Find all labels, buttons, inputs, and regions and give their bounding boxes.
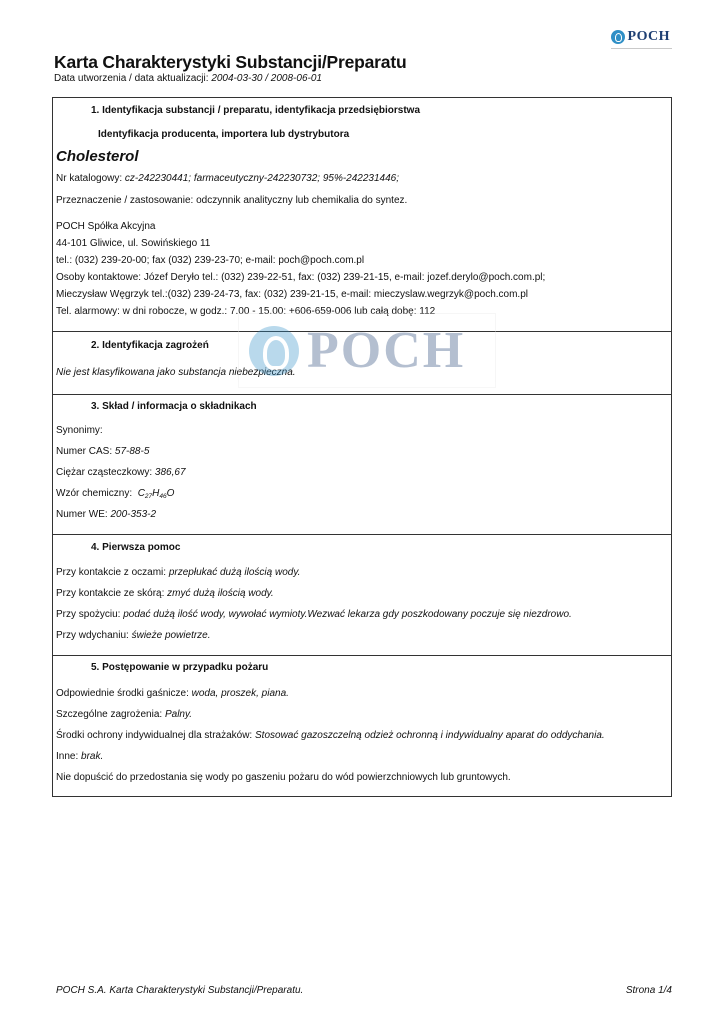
formula-value: $C_{27}H_{46}O$: [137, 488, 175, 500]
fire-value: Stosować gazoszczelną odzież ochronną i indywidualny aparat do oddychania.: [255, 730, 605, 741]
company-line: 44-101 Gliwice, ul. Sowińskiego 11: [56, 238, 211, 249]
we-number-line: [56, 508, 156, 521]
section-2-heading: 2. Identyfikacja zagrożeń: [91, 340, 209, 351]
fire-protection: [56, 729, 605, 742]
cas-line: [56, 445, 149, 458]
company-line: Osoby kontaktowe: Józef Deryło tel.: (032) 239-22-51, fax: (032) 239-21-15, e-mail: jozef.derylo@poch.com.pl;: [56, 272, 546, 283]
footer-page-number: Strona 1/4: [625, 985, 672, 996]
purpose-line: Przeznaczenie / zastosowanie: odczynnik analityczny lub chemikalia do syntez.: [56, 195, 408, 206]
mw-label: Ciężar cząsteczkowy:: [56, 467, 153, 478]
first-aid-value: przepłukać dużą ilością wody.: [168, 567, 301, 578]
first-aid-value: świeże powietrze.: [131, 630, 211, 641]
catalog-label: Nr katalogowy:: [56, 173, 123, 184]
company-line: POCH Spółka Akcyjna: [56, 221, 156, 232]
formula-label: Wzór chemiczny:: [56, 488, 133, 499]
date-label: Data utworzenia / data aktualizacji:: [54, 73, 209, 84]
we-value: 200-353-2: [110, 509, 157, 520]
fire-other: [56, 750, 103, 763]
first-aid-inhalation: [56, 629, 211, 642]
fire-hazards: [56, 708, 192, 721]
section-4-heading: 4. Pierwsza pomoc: [91, 542, 181, 553]
document-dates: [54, 73, 322, 84]
company-line: Mieczysław Węgrzyk tel.:(032) 239-24-73, fax: (032) 239-21-15, e-mail: mieczyslaw.wegrzyk@poch.com.pl: [56, 289, 528, 300]
cas-value: 57-88-5: [114, 446, 150, 457]
watermark-text: POCH: [307, 322, 466, 379]
fire-agents: [56, 687, 289, 700]
date-value: 2004-03-30 / 2008-06-01: [211, 73, 322, 84]
first-aid-label: Przy kontakcie ze skórą:: [56, 588, 165, 599]
we-label: Numer WE:: [56, 509, 108, 520]
company-line: Tel. alarmowy: w dni robocze, w godz.: 7.00 - 15.00: +606-659-006 lub całą dobę: 112: [56, 306, 436, 317]
first-aid-label: Przy wdychaniu:: [56, 630, 129, 641]
product-name: Cholesterol: [56, 148, 139, 165]
first-aid-skin: [56, 587, 274, 600]
fire-label: Odpowiednie środki gaśnicze:: [56, 688, 189, 699]
poch-logo-icon: [611, 30, 625, 44]
molecular-weight-line: [56, 466, 186, 479]
fire-label: Środki ochrony indywidualnej dla strażaków:: [56, 730, 253, 741]
section-5-heading: 5. Postępowanie w przypadku pożaru: [91, 662, 269, 673]
hazard-text: Nie jest klasyfikowana jako substancja niebezpieczna.: [56, 367, 296, 378]
mw-value: 386,67: [154, 467, 186, 478]
document-title: Karta Charakterystyki Substancji/Preparatu: [54, 52, 407, 72]
logo-text: POCH: [627, 29, 670, 44]
section-divider: [53, 655, 671, 656]
fire-value: Palny.: [164, 709, 193, 720]
first-aid-ingestion: [56, 608, 572, 621]
fire-label: Inne:: [56, 751, 79, 762]
document-frame: [52, 97, 672, 797]
section-1-subheading: Identyfikacja producenta, importera lub dystrybutora: [98, 129, 350, 140]
poch-logo: [611, 27, 672, 49]
company-line: tel.: (032) 239-20-00; fax (032) 239-23-70; e-mail: poch@poch.com.pl: [56, 255, 365, 266]
fire-value: woda, proszek, piana.: [191, 688, 289, 699]
synonyms-line: Synonimy:: [56, 425, 103, 436]
first-aid-value: zmyć dużą ilością wody.: [167, 588, 274, 599]
section-3-heading: 3. Skład / informacja o składnikach: [91, 401, 257, 412]
fire-note: Nie dopuścić do przedostania się wody po gaszeniu pożaru do wód powierzchniowych lub gruntowych.: [56, 772, 511, 783]
first-aid-label: Przy spożyciu:: [56, 609, 121, 620]
formula-line: [56, 487, 174, 503]
catalog-number: [56, 172, 399, 185]
first-aid-label: Przy kontakcie z oczami:: [56, 567, 167, 578]
section-divider: [53, 394, 671, 395]
section-1-heading: 1. Identyfikacja substancji / preparatu, identyfikacja przedsiębiorstwa: [91, 105, 420, 116]
footer-document-name: POCH S.A. Karta Charakterystyki Substancji/Preparatu.: [56, 985, 304, 996]
cas-label: Numer CAS:: [56, 446, 113, 457]
fire-value: brak.: [81, 751, 104, 762]
first-aid-eyes: [56, 566, 300, 579]
catalog-value: cz-242230441; farmaceutyczny-242230732; 95%-242231446;: [124, 173, 400, 184]
hazard-classification: [56, 366, 296, 379]
fire-label: Szczególne zagrożenia:: [56, 709, 163, 720]
section-divider: [53, 534, 671, 535]
first-aid-value: podać dużą ilość wody, wywołać wymioty.Wezwać lekarza gdy poszkodowany poczuje się niezdrowo.: [123, 609, 572, 620]
section-divider: [53, 331, 671, 332]
